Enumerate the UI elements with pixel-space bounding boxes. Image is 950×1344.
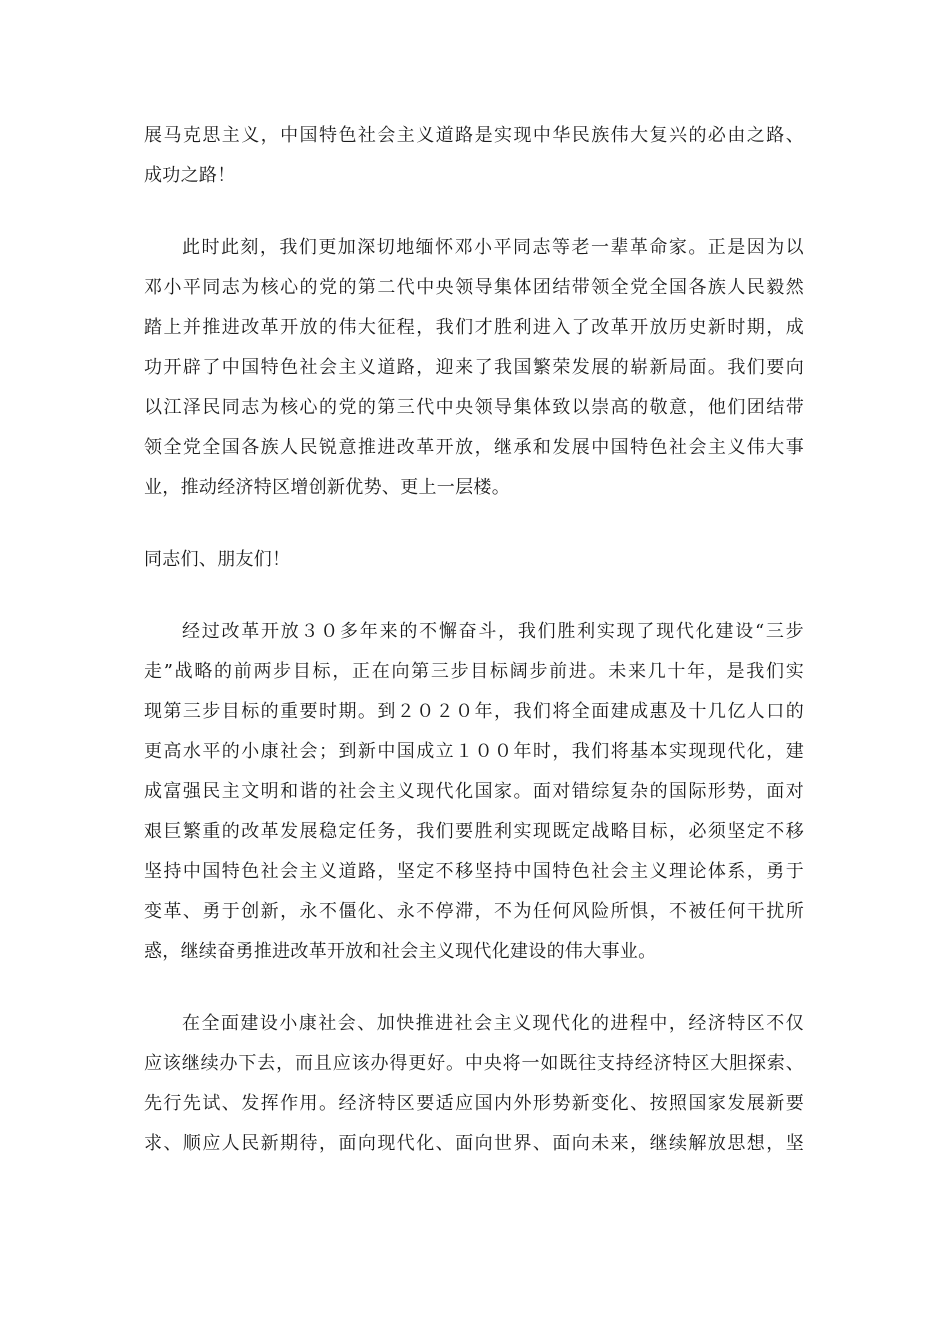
- paragraph-spacer: [144, 580, 804, 612]
- paragraph-line: 业，推动经济特区增创新优势、更上一层楼。: [144, 477, 510, 498]
- paragraph-line: 经过改革开放３０多年来的不懈奋斗，我们胜利实现了现代化建设“三步: [182, 621, 804, 642]
- paragraph-line: 先行先试、发挥作用。经济特区要适应国内外形势新变化、按照国家发展新要: [144, 1093, 804, 1114]
- paragraph-line: 现第三步目标的重要时期。到２０２０年，我们将全面建成惠及十几亿人口的: [144, 701, 804, 722]
- document-body: [144, 116, 804, 1164]
- paragraph-line: 更高水平的小康社会；到新中国成立１００年时，我们将基本实现现代化，建: [144, 741, 804, 762]
- paragraph-spacer: [144, 972, 804, 1004]
- paragraph: [144, 116, 804, 196]
- paragraph-line: 领全党全国各族人民锐意推进改革开放，继承和发展中国特色社会主义伟大事: [144, 437, 804, 458]
- paragraph: [144, 540, 804, 580]
- paragraph: [144, 612, 804, 972]
- paragraph-line: 同志们、朋友们！: [144, 549, 291, 570]
- paragraph-line: 坚持中国特色社会主义道路，坚定不移坚持中国特色社会主义理论体系，勇于: [144, 861, 804, 882]
- paragraph-line: 变革、勇于创新，永不僵化、永不停滞，不为任何风险所惧，不被任何干扰所: [144, 901, 804, 922]
- paragraph-line: 成富强民主文明和谐的社会主义现代化国家。面对错综复杂的国际形势，面对: [144, 781, 804, 802]
- paragraph: [144, 228, 804, 508]
- paragraph-line: 以江泽民同志为核心的党的第三代中央领导集体致以崇高的敬意，他们团结带: [144, 397, 804, 418]
- paragraph: [144, 1004, 804, 1164]
- paragraph-line: 求、顺应人民新期待，面向现代化、面向世界、面向未来，继续解放思想，坚: [144, 1133, 804, 1154]
- paragraph-line: 邓小平同志为核心的党的第二代中央领导集体团结带领全党全国各族人民毅然: [144, 277, 804, 298]
- paragraph-spacer: [144, 508, 804, 540]
- paragraph-line: 走”战略的前两步目标，正在向第三步目标阔步前进。未来几十年，是我们实: [144, 661, 804, 682]
- paragraph-line: 应该继续办下去，而且应该办得更好。中央将一如既往支持经济特区大胆探索、: [144, 1053, 804, 1074]
- paragraph-line: 惑，继续奋勇推进改革开放和社会主义现代化建设的伟大事业。: [144, 941, 657, 962]
- paragraph-line: 在全面建设小康社会、加快推进社会主义现代化的进程中，经济特区不仅: [182, 1013, 804, 1034]
- paragraph-spacer: [144, 196, 804, 228]
- paragraph-line: 展马克思主义，中国特色社会主义道路是实现中华民族伟大复兴的必由之路、: [144, 125, 804, 146]
- paragraph-line: 艰巨繁重的改革发展稳定任务，我们要胜利实现既定战略目标，必须坚定不移: [144, 821, 804, 842]
- paragraph-line: 踏上并推进改革开放的伟大征程，我们才胜利进入了改革开放历史新时期，成: [144, 317, 804, 338]
- paragraph-line: 此时此刻，我们更加深切地缅怀邓小平同志等老一辈革命家。正是因为以: [182, 237, 804, 258]
- paragraph-line: 功开辟了中国特色社会主义道路，迎来了我国繁荣发展的崭新局面。我们要向: [144, 357, 804, 378]
- paragraph-line: 成功之路！: [144, 165, 236, 186]
